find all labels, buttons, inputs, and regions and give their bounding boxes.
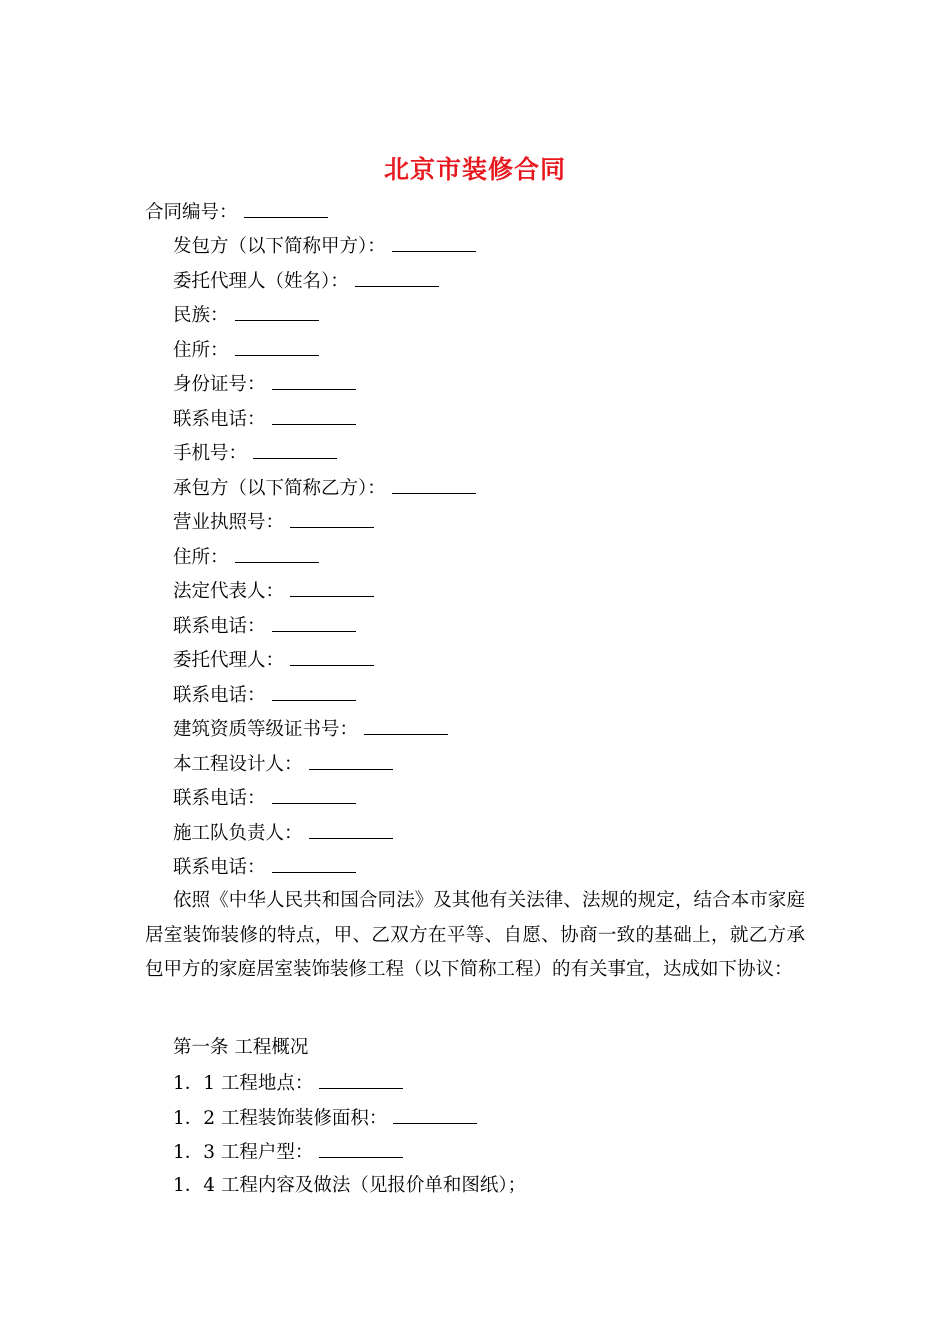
field-label: 委托代理人（姓名）： (173, 271, 349, 292)
field-legal-rep-phone (173, 613, 356, 639)
item-label: 1．4 工程内容及做法（见报价单和图纸）； (173, 1175, 527, 1196)
article-item-area (173, 1105, 477, 1131)
field-blank[interactable] (355, 268, 439, 287)
field-party-a-agent (173, 268, 439, 294)
field-party-b-agent-phone (173, 682, 356, 708)
article-item-location (173, 1070, 403, 1096)
field-label: 委托代理人： (173, 650, 285, 671)
field-blank[interactable] (290, 578, 374, 597)
field-designer-phone (173, 785, 356, 811)
field-party-a (173, 233, 476, 259)
field-label: 身份证号： (173, 374, 266, 395)
field-legal-representative (173, 578, 374, 604)
field-blank[interactable] (235, 544, 319, 563)
intro-paragraph: 依照《中华人民共和国合同法》及其他有关法律、法规的规定，结合本市家庭居室装饰装修的特点，甲、乙双方在平等、自愿、协商一致的基础上，就乙方承包甲方的家庭居室装饰装修工程（以下简称工程）的有关事宜，达成如下协议： (145, 890, 805, 980)
field-id-number (173, 371, 356, 397)
field-label: 本工程设计人： (173, 754, 303, 775)
field-party-a-address (173, 337, 319, 363)
field-qualification-cert (173, 716, 448, 742)
field-blank[interactable] (290, 509, 374, 528)
field-label: 施工队负责人： (173, 823, 303, 844)
field-blank[interactable] (272, 785, 356, 804)
item-label: 1．3 工程户型： (173, 1142, 314, 1163)
field-ethnicity (173, 302, 319, 328)
field-label: 联系电话： (173, 857, 266, 878)
field-blank[interactable] (290, 647, 374, 666)
field-label: 营业执照号： (173, 512, 285, 533)
field-blank[interactable] (309, 820, 393, 839)
article-heading: 第一条 工程概况 (173, 1037, 309, 1058)
item-blank[interactable] (319, 1139, 403, 1158)
field-business-license (173, 509, 374, 535)
field-blank[interactable] (392, 233, 476, 252)
field-label: 联系电话： (173, 409, 266, 430)
field-label: 住所： (173, 547, 229, 568)
field-blank[interactable] (272, 406, 356, 425)
article-item-unit-type (173, 1139, 403, 1165)
field-blank[interactable] (235, 337, 319, 356)
field-label: 合同编号： (145, 202, 238, 223)
field-blank[interactable] (253, 440, 337, 459)
item-label: 1．1 工程地点： (173, 1073, 314, 1094)
field-label: 联系电话： (173, 788, 266, 809)
field-blank[interactable] (244, 199, 328, 218)
field-party-b-address (173, 544, 319, 570)
field-label: 联系电话： (173, 616, 266, 637)
item-label: 1．2 工程装饰装修面积： (173, 1108, 388, 1129)
field-mobile (173, 440, 337, 466)
field-label: 法定代表人： (173, 581, 285, 602)
field-contract-number (145, 199, 328, 225)
field-blank[interactable] (364, 716, 448, 735)
item-blank[interactable] (393, 1105, 477, 1124)
field-crew-leader (173, 820, 393, 846)
field-blank[interactable] (272, 371, 356, 390)
field-party-b-agent (173, 647, 374, 673)
field-blank[interactable] (235, 302, 319, 321)
field-blank[interactable] (272, 854, 356, 873)
field-blank[interactable] (392, 475, 476, 494)
field-party-a-phone (173, 406, 356, 432)
field-label: 发包方（以下简称甲方）： (173, 236, 386, 257)
field-designer (173, 751, 393, 777)
field-blank[interactable] (272, 613, 356, 632)
article-item-content (173, 1174, 526, 1198)
field-label: 民族： (173, 305, 229, 326)
field-label: 联系电话： (173, 685, 266, 706)
field-label: 住所： (173, 340, 229, 361)
item-blank[interactable] (319, 1070, 403, 1089)
field-label: 手机号： (173, 443, 248, 464)
field-label: 建筑资质等级证书号： (173, 719, 359, 740)
field-blank[interactable] (272, 682, 356, 701)
field-party-b (173, 475, 476, 501)
field-blank[interactable] (309, 751, 393, 770)
field-label: 承包方（以下简称乙方）： (173, 478, 386, 499)
document-title: 北京市装修合同 (383, 155, 566, 184)
field-crew-leader-phone (173, 854, 356, 880)
